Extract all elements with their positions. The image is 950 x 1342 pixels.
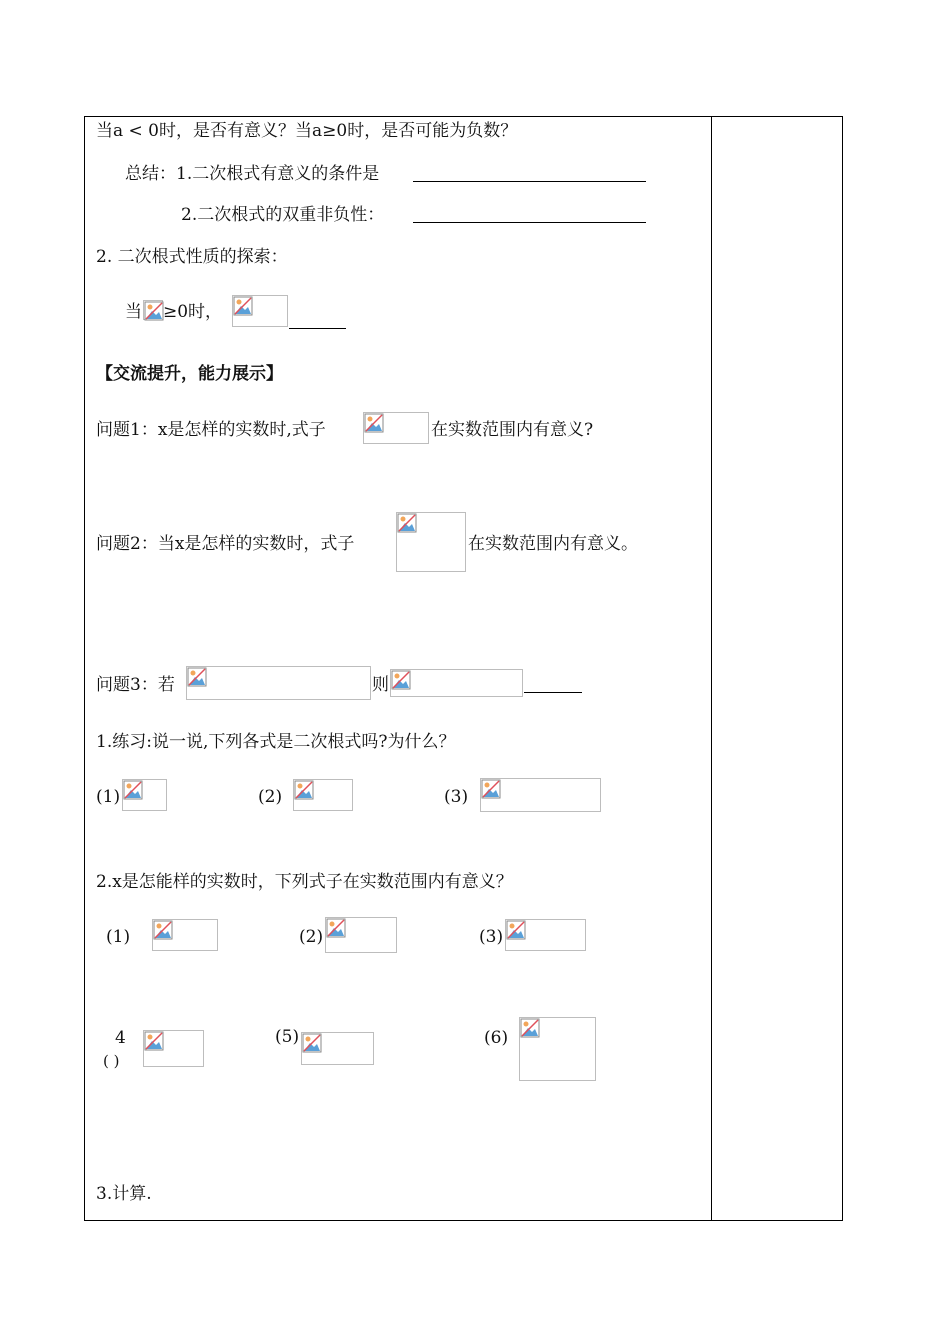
problem-2-prefix: 问题2：当x是怎样的实数时，式子 <box>96 534 355 554</box>
exercise-2-label: (3) <box>479 927 504 947</box>
problem-1-prefix: 问题1：x是怎样的实数时,式子 <box>96 420 326 440</box>
formula-image <box>519 1017 596 1081</box>
broken-image-icon <box>294 780 314 800</box>
problem-1-suffix: 在实数范围内有意义? <box>431 420 594 440</box>
exercise-2-label: (2) <box>299 927 324 947</box>
formula-image <box>301 1032 374 1065</box>
broken-image-icon <box>397 513 417 533</box>
exercise-1-label: (2) <box>258 787 283 807</box>
exercise-2-title: 2.x是怎能样的实数时，下列式子在实数范围内有意义？ <box>96 872 513 892</box>
broken-image-icon <box>506 920 526 940</box>
problem-3-mid: 则 <box>372 675 389 695</box>
formula-image <box>396 512 466 572</box>
formula-image <box>143 300 163 320</box>
formula-image <box>480 778 601 812</box>
broken-image-icon <box>391 670 411 690</box>
broken-image-icon <box>326 918 346 938</box>
broken-image-icon <box>144 301 164 321</box>
question-negative-a: 当a < 0时，是否有意义？当a≥0时，是否可能为负数？ <box>96 121 518 141</box>
formula-image <box>293 779 353 811</box>
broken-image-icon <box>153 920 173 940</box>
summary-line-1: 总结：1.二次根式有意义的条件是 <box>125 164 380 184</box>
exercise-2-paren: ( ) <box>103 1052 120 1070</box>
formula-image <box>186 666 371 700</box>
problem-3-prefix: 问题3：若 <box>96 675 175 695</box>
exercise-1-label: (1) <box>96 787 121 807</box>
exercise-1-label: (3) <box>444 787 469 807</box>
formula-image <box>363 412 429 444</box>
column-divider <box>711 116 712 1221</box>
exercise-3-title: 3.计算. <box>96 1184 152 1204</box>
broken-image-icon <box>520 1018 540 1038</box>
broken-image-icon <box>481 779 501 799</box>
broken-image-icon <box>123 780 143 800</box>
exercise-2-label: (1) <box>106 927 131 947</box>
when-suffix: ≥0时， <box>163 302 223 322</box>
exercise-2-label: 4 <box>115 1028 126 1048</box>
section-heading: 【交流提升，能力展示】 <box>96 364 283 384</box>
exercise-1-title: 1.练习:说一说,下列各式是二次根式吗?为什么？ <box>96 732 456 752</box>
formula-image <box>325 917 397 953</box>
answer-blank[interactable] <box>413 222 646 223</box>
summary-line-2: 2.二次根式的双重非负性： <box>181 205 385 225</box>
answer-blank[interactable] <box>289 328 346 329</box>
formula-image <box>505 919 586 951</box>
problem-2-suffix: 在实数范围内有意义。 <box>468 534 638 554</box>
formula-image <box>390 669 523 697</box>
broken-image-icon <box>233 296 253 316</box>
formula-image <box>143 1030 204 1067</box>
broken-image-icon <box>187 667 207 687</box>
exercise-2-label: (6) <box>484 1028 509 1048</box>
formula-image <box>152 919 218 951</box>
formula-image <box>122 779 167 811</box>
when-prefix: 当 <box>125 302 142 322</box>
formula-image <box>232 295 288 327</box>
broken-image-icon <box>144 1031 164 1051</box>
broken-image-icon <box>364 413 384 433</box>
exercise-2-label: (5) <box>275 1027 300 1047</box>
section-2-title: 2. 二次根式性质的探索： <box>96 247 288 267</box>
broken-image-icon <box>302 1033 322 1053</box>
answer-blank[interactable] <box>524 692 582 693</box>
answer-blank[interactable] <box>413 181 646 182</box>
